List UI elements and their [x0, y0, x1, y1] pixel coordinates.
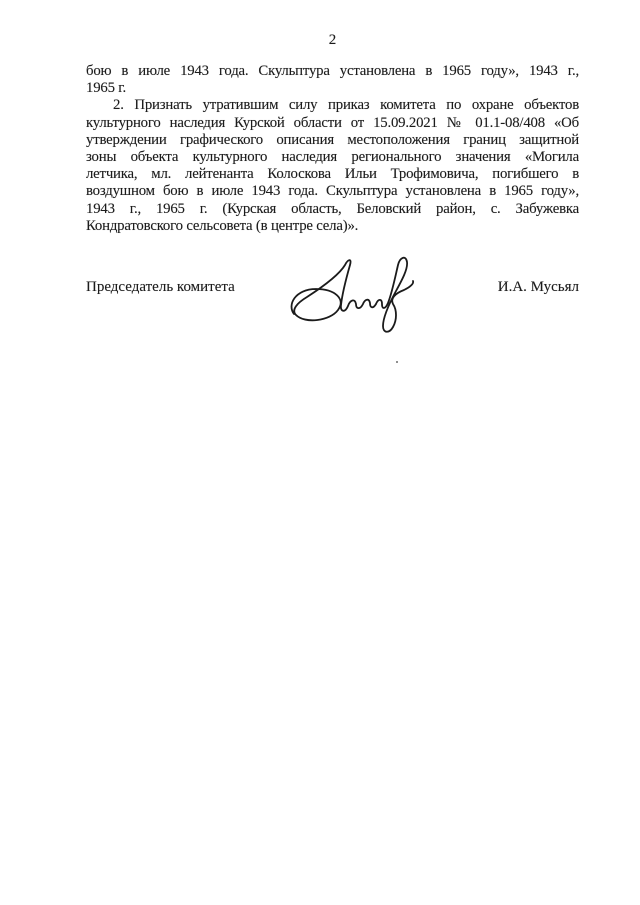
handwritten-signature-icon: [284, 252, 419, 340]
paragraph-continuation: [86, 63, 579, 97]
signatory-name: И.А. Мусьял: [497, 279, 579, 295]
text-line: бою в июле 1943 года. Скульптура установлена в 1965 году», 1943 г.,: [86, 63, 579, 79]
text-line: утверждении графического описания местоположения границ защитной: [86, 131, 579, 148]
text-line: воздушном бою в июле 1943 года. Скульптура установлена в 1965 году»,: [86, 183, 579, 200]
text-line: 1943 г., 1965 г. (Курская область, Беловский район, с. Забужевка: [86, 200, 579, 217]
page-number: 2: [328, 32, 337, 48]
text-line: Кондратовского сельсовета (в центре села)».: [86, 217, 359, 234]
text-line: летчика, мл. лейтенанта Колоскова Ильи Трофимовича, погибшего в: [86, 166, 579, 183]
text-line: 1965 г.: [86, 80, 126, 97]
scan-artifact-dot: [396, 361, 398, 363]
document-body: [86, 63, 579, 235]
text-line: зоны объекта культурного наследия регионального значения «Могила: [86, 148, 579, 165]
text-line: 2. Признать утратившим силу приказ комитета по охране объектов: [113, 97, 579, 114]
text-line: культурного наследия Курской области от 15.09.2021 № 01.1-08/408 «Об: [86, 114, 579, 131]
paragraph-2: [86, 97, 579, 235]
signature-position-label: Председатель комитета: [86, 279, 235, 295]
